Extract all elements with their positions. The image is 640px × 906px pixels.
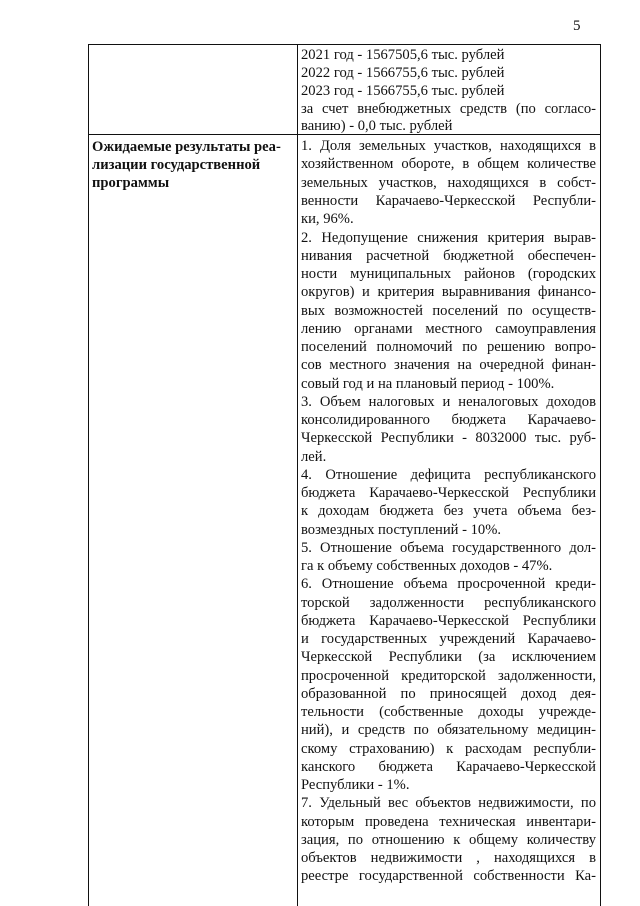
results-line: 7. Удельный вес объектов недвижимости, по	[301, 795, 596, 811]
results-line: бюджета Карачаево-Черкесской Республики	[301, 485, 596, 501]
funding-line: 2022 год - 1566755,6 тыс. рублей	[301, 65, 505, 81]
results-line: совый год и на плановый период - 100%.	[301, 376, 555, 392]
column-divider	[297, 45, 298, 906]
results-line: 6. Отношение объема просроченной креди-	[301, 576, 596, 592]
results-line: лей.	[301, 449, 327, 465]
results-line: округов) и критерия выравнивания финансо-	[301, 284, 596, 300]
program-passport-table	[88, 44, 601, 906]
results-label-line: Ожидаемые результаты реа-	[92, 139, 281, 155]
funding-line: ванию) - 0,0 тыс. рублей	[301, 118, 453, 134]
results-line: ности муниципальных районов (городских	[301, 266, 596, 282]
results-line: нивания расчетной бюджетной обеспечен-	[301, 248, 596, 264]
results-line: канского бюджета Карачаево-Черкесской	[301, 759, 596, 775]
results-line: бюджета Карачаево-Черкесской Республики	[301, 613, 596, 629]
results-line: лению органами местного самоуправления	[301, 321, 596, 337]
results-line: Черкесской Республики (за исключением	[301, 649, 596, 665]
results-line: консолидированного бюджета Карачаево-	[301, 412, 596, 428]
results-line: объектов недвижимости , находящихся в	[301, 850, 596, 866]
results-line: 3. Объем налоговых и неналоговых доходов	[301, 394, 596, 410]
funding-line: за счет внебюджетных средств (по согласо-	[301, 101, 596, 117]
results-line: венности Карачаево-Черкесской Республи-	[301, 193, 596, 209]
results-line: 2. Недопущение снижения критерия вырав-	[301, 230, 596, 246]
results-label-line: лизации государственной	[92, 157, 261, 173]
results-line: которым проведена техническая инвентари-	[301, 814, 596, 830]
results-line: земельных участков, находящихся в собст-	[301, 175, 596, 191]
results-line: Черкесской Республики - 8032000 тыс. руб-	[301, 430, 596, 446]
page-number: 5	[573, 18, 581, 34]
results-line: 5. Отношение объема государственного дол-	[301, 540, 596, 556]
results-line: 4. Отношение дефицита республиканского	[301, 467, 596, 483]
results-line: торской задолженности республиканского	[301, 595, 596, 611]
results-line: поселений полномочий по решению вопро-	[301, 339, 596, 355]
results-line: скому страхованию) к расходам республи-	[301, 741, 596, 757]
results-line: сов местного значения на очередной финан-	[301, 357, 596, 373]
results-label-line: программы	[92, 175, 170, 191]
results-line: хозяйственном обороте, в общем количестве	[301, 156, 596, 172]
results-line: ки, 96%.	[301, 211, 354, 227]
results-line: образованной по приносящей доход дея-	[301, 686, 596, 702]
results-line: зация, по отношению к общему количеству	[301, 832, 596, 848]
results-line: просроченной кредиторской задолженности,	[301, 668, 596, 684]
results-line: ний), и средств по обязательному медицин-	[301, 722, 596, 738]
results-line: 1. Доля земельных участков, находящихся в	[301, 138, 596, 154]
results-line: тельности (собственные доходы учрежде-	[301, 704, 596, 720]
results-line: реестре государственной собственности Ка-	[301, 868, 596, 884]
results-line: возмездных поступлений - 10%.	[301, 522, 502, 538]
results-line: и государственных учреждений Карачаево-	[301, 631, 596, 647]
results-line: к доходам бюджета без учета объема без-	[301, 503, 596, 519]
funding-line: 2023 год - 1566755,6 тыс. рублей	[301, 83, 505, 99]
results-line: Республики - 1%.	[301, 777, 410, 793]
funding-line: 2021 год - 1567505,6 тыс. рублей	[301, 47, 505, 63]
results-line: га к объему собственных доходов - 47%.	[301, 558, 553, 574]
results-line: вых возможностей поселений по осуществ-	[301, 303, 596, 319]
